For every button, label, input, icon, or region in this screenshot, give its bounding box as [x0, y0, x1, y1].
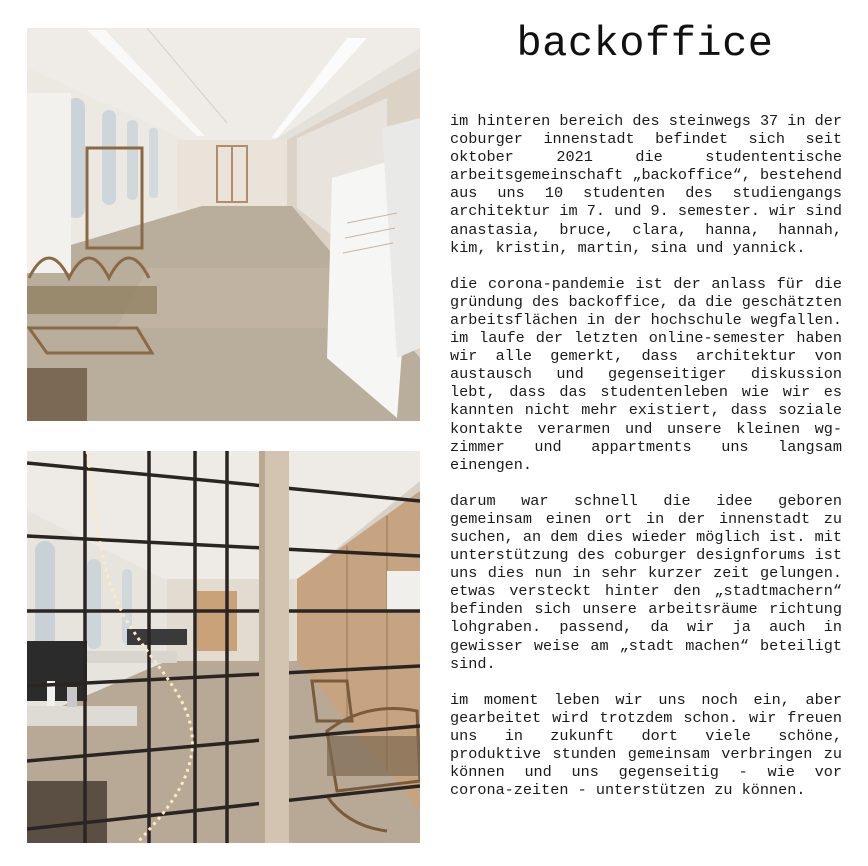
paragraph: die corona-pandemie ist der anlass für die gründung des backoffice, da die geschätzten arbeitsflächen in der hochschule wegfallen. im laufe der letzten online-semester haben wir alle gemerkt, dass architektur von austausch und gegenseitiger diskussion lebt, dass das studentenleben wie wir es kannten nicht mehr existiert, dass soziale kontakte verarmen und unsere kleinen wg-zimmer und appartments uns langsam einengen.: [450, 274, 842, 474]
article-body: [450, 112, 842, 817]
paragraph: im moment leben wir uns noch ein, aber gearbeitet wird trotzdem schon. wir freuen uns in zukunft dort viele schöne, produktive stunden gemeinsam verbringen zu können und uns gegenseitig - wie vor corona-zeiten - unterstützen zu können.: [450, 690, 842, 800]
photo-workspace: [27, 451, 420, 843]
page-title: backoffice: [516, 20, 774, 68]
photo-empty-room: [27, 28, 420, 421]
paragraph: im hinteren bereich des steinwegs 37 in der coburger innenstadt befindet sich seit oktober 2021 die studententische arbeitsgemeinschaft „backoffice“, bestehend aus uns 10 studenten des studiengangs architektur im 7. und 9. semester. wir sind anastasia, bruce, clara, hanna, hannah, kim, kristin, martin, sina und yannick.: [450, 112, 842, 257]
paragraph: darum war schnell die idee geboren gemeinsam einen ort in der innenstadt zu suchen, an dem dies wieder möglich ist. mit unterstützung des coburger designforums ist uns dies nun in sehr kurzer zeit gelungen. etwas versteckt hinter den „stadtmachern“ befinden sich unsere arbeitsräume richtung lohgraben. passend, da wir ja auch in gewisser weise am „stadt machen“ beteiligt sind.: [450, 491, 842, 673]
